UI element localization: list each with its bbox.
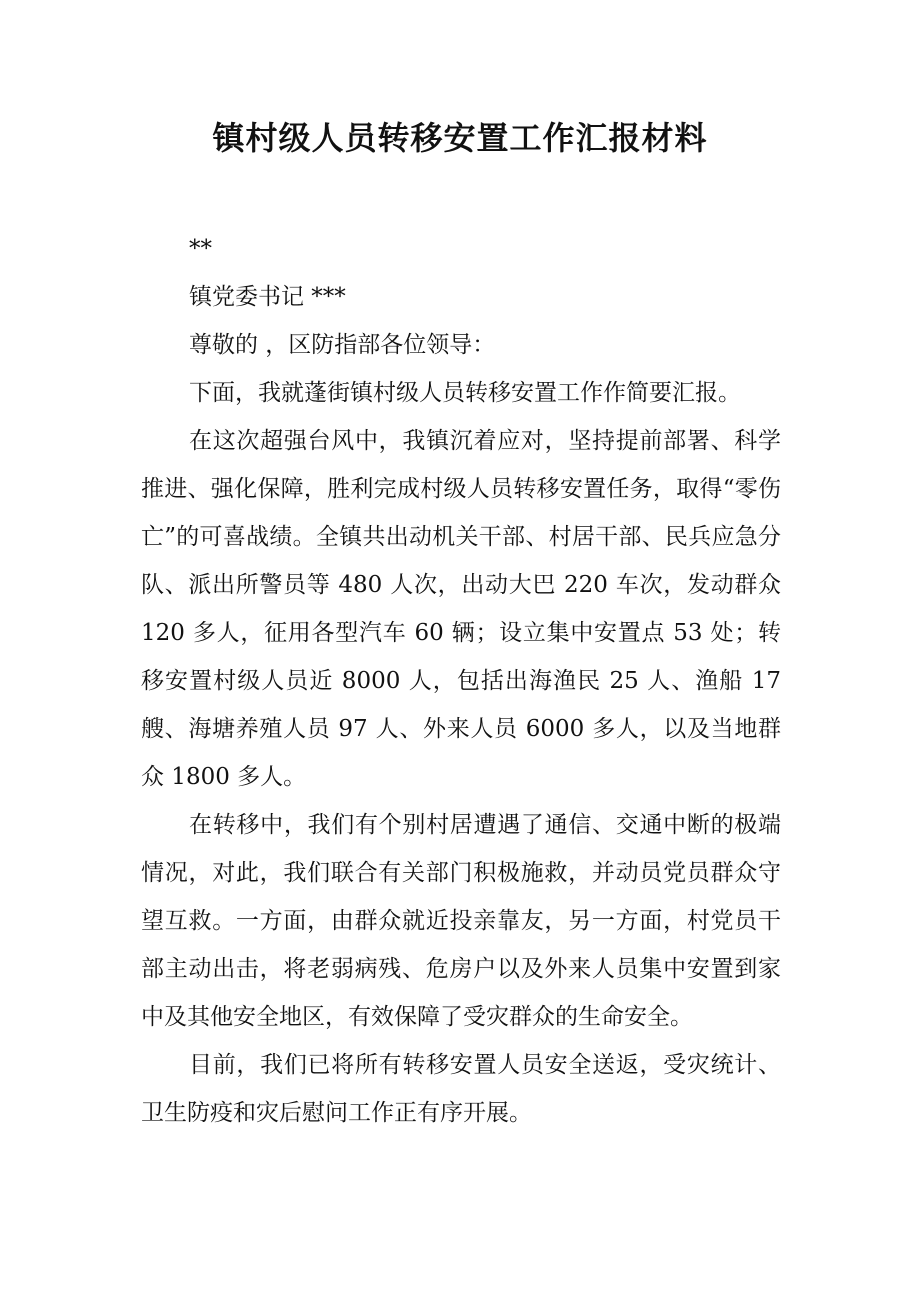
paragraph-measures: 在转移中，我们有个别村居遭遇了通信、交通中断的极端情况，对此，我们联合有关部门积极施救，并动员党员群众守望互救。一方面，由群众就近投亲靠友，另一方面，村党员干部主动出击，将老弱病残、危房户以及外来人员集中安置到家中及其他安全地区，有效保障了受灾群众的生命安全。 (141, 812, 781, 1030)
paragraph-current-status: 目前，我们已将所有转移安置人员安全送返，受灾统计、卫生防疫和灾后慰问工作正有序开展。 (141, 1052, 781, 1126)
document-body (141, 225, 781, 1137)
document-title: 镇村级人员转移安置工作汇报材料 (212, 119, 708, 157)
paragraph-overview: 在这次超强台风中，我镇沉着应对，坚持提前部署、科学推进、强化保障，胜利完成村级人员转移安置任务，取得“零伤亡”的可喜战绩。全镇共出动机关干部、村居干部、民兵应急分队、派出所警员等 480 人次，出动大巴 220 车次，发动群众 120 多人，征用各型汽车 60 辆；设立集中安置点 53 处；转移安置村级人员近 8000 人，包括出海渔民 25 人、渔船 17 艘、海塘养殖人员 97 人、外来人员 6000 多人，以及当地群众 1800 多人。 (141, 428, 781, 790)
paragraph-intro: 下面，我就蓬街镇村级人员转移安置工作作简要汇报。 (189, 380, 741, 406)
author-line: 镇党委书记 *** (189, 284, 346, 310)
salutation: 尊敬的 ，区防指部各位领导： (189, 332, 496, 358)
author-place: ** (189, 236, 212, 262)
